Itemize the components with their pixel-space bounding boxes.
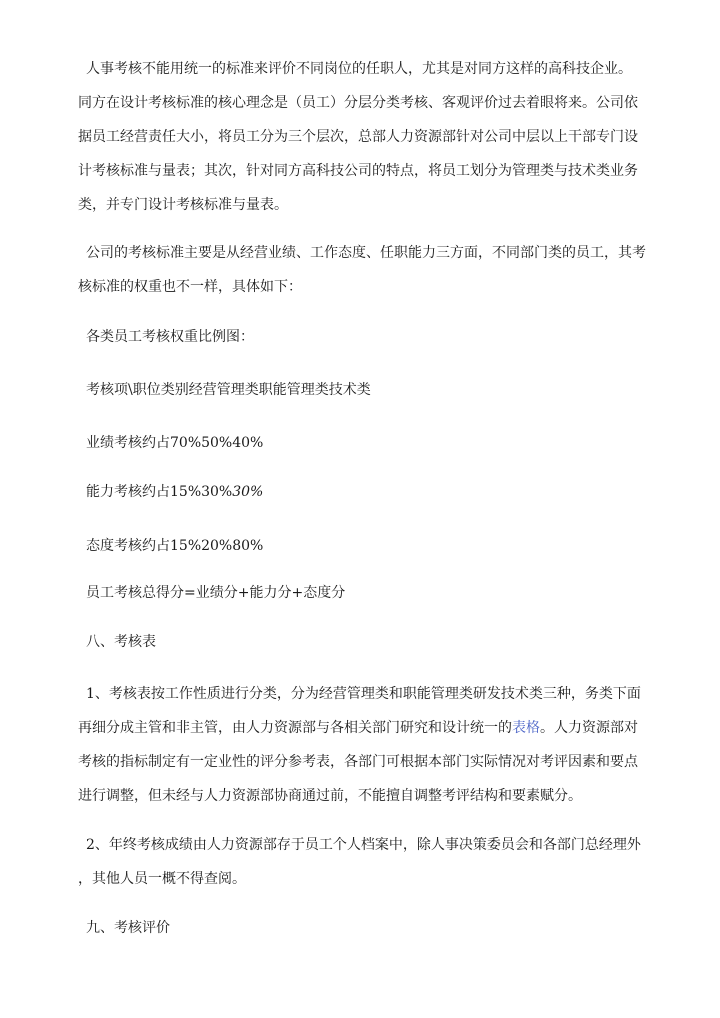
ability-row-text: 能力考核约占15%30% [86,484,233,500]
table-header-row: 考核项\职位类别经营管理类职能管理类技术类 [86,382,371,398]
section8-item1-line-1: 1、考核表按工作性质进行分类，分为经营管理类和职能管理类研发技术类三种，务类下面 [86,686,641,702]
ability-row-last-value: 30% [232,484,264,500]
table-row-attitude: 态度考核约占15%20%80% [86,538,264,554]
table-caption: 各类员工考核权重比例图： [86,329,254,345]
item1-line2-tail: 。人力资源部对 [540,720,638,736]
table-row-ability [86,482,656,502]
section-9-heading: 九、考核评价 [86,920,170,936]
table-form-link[interactable]: 表格 [512,720,540,736]
para1-line-5: 类，并专门设计考核标准与量表。 [78,197,288,213]
table-row-performance: 业绩考核约占70%50%40% [86,435,264,451]
section8-item1-line-2 [78,718,648,738]
para2-line-2: 核标准的权重也不一样，具体如下： [78,279,302,295]
para1-line-1: 人事考核不能用统一的标准来评价不同岗位的任职人，尤其是对同方这样的高科技企业。 [86,61,632,77]
para1-line-3: 据员工经营责任大小，将员工分为三个层次，总部人力资源部针对公司中层以上干部专门设 [78,129,638,145]
item1-line2-text: 再细分成主管和非主管，由人力资源部与各相关部门研究和设计统一的 [78,720,512,736]
section8-item2-line-1: 2、年终考核成绩由人力资源部存于员工个人档案中，除人事决策委员会和各部门总经理外 [86,837,641,853]
para1-line-4: 计考核标准与量表；其次，针对同方高科技公司的特点，将员工划分为管理类与技术类业务 [78,163,638,179]
para1-line-2: 同方在设计考核标准的核心理念是（员工）分层分类考核、客观评价过去着眼将来。公司依 [78,95,638,111]
para2-line-1: 公司的考核标准主要是从经营业绩、工作态度、任职能力三方面，不同部门类的员工，其考 [86,245,646,261]
section-8-heading: 八、考核表 [86,634,156,650]
section8-item2-line-2: ，其他人员一概不得查阅。 [78,871,246,887]
section8-item1-line-3: 考核的指标制定有一定业性的评分参考表，各部门可根据本部门实际情况对考评因素和要点 [78,754,638,770]
section8-item1-line-4: 进行调整，但未经与人力资源部协商通过前，不能擅自调整考评结构和要素赋分。 [78,788,582,804]
total-score-formula: 员工考核总得分=业绩分+能力分+态度分 [86,585,346,601]
